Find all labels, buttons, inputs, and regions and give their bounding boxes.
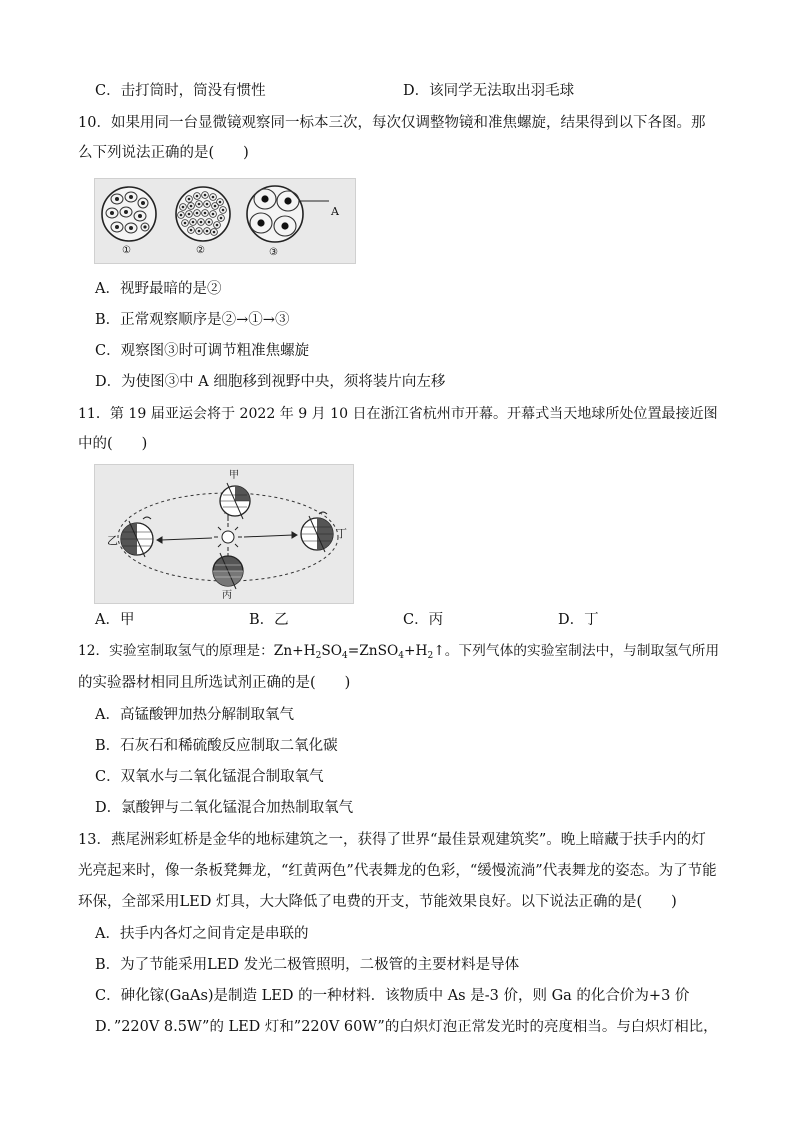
label-ding: 丁 [336,527,347,540]
q12-option-b: B．石灰石和稀硫酸反应制取二氧化碳 [95,738,338,754]
q13-stem-line2: 光亮起来时，像一条板凳舞龙，“红黄两色”代表舞龙的色彩，“缓慢流淌”代表舞龙的姿态。为了节能 [78,863,717,879]
label-bing: 丙 [222,590,232,601]
q13-option-b: B．为了节能采用LED 发光二极管照明，二极管的主要材料是导体 [95,957,520,973]
q11-stem-line2: 中的( ) [78,436,148,452]
q10-option-c: C．观察图③时可调节粗准焦螺旋 [95,343,310,359]
earth-top [220,483,250,519]
earth-left [121,517,153,557]
q10-option-b: B．正常观察顺序是②→①→③ [95,312,290,328]
label-jia: 甲 [229,470,239,481]
q11-option-b: B．乙 [249,612,289,628]
label-view-1: ① [122,245,131,256]
q12-option-c: C．双氧水与二氧化锰混合制取氧气 [95,769,324,785]
q13-stem-line1: 13．燕尾洲彩虹桥是金华的地标建筑之一，获得了世界“最佳景观建筑奖”。晚上暗藏于扶手内的灯 [78,832,706,848]
label-yi: 乙 [107,534,118,547]
q13-option-a: A．扶手内各灯之间肯定是串联的 [95,926,309,942]
sun-icon [214,523,242,551]
q13-option-c: C．砷化镓(GaAs)是制造 LED 的一种材料．该物质中 As 是-3 价，则 Ga 的化合价为+3 价 [95,988,690,1004]
q10-option-d: D．为使图③中 A 细胞移到视野中央，须将装片向左移 [95,374,446,390]
earth-orbit-figure [94,464,354,604]
label-view-2: ② [196,245,205,256]
microscope-view-2 [176,187,230,241]
q12-option-d: D．氯酸钾与二氧化锰混合加热制取氧气 [95,800,354,816]
label-view-3: ③ [269,247,278,258]
q12-stem-line2: 的实验器材相同且所选试剂正确的是( ) [78,675,351,691]
q10-option-a: A．视野最暗的是② [95,281,222,297]
microscope-view-1 [102,187,156,241]
q13-option-d: D．”220V 8.5W”的 LED 灯和”220V 60W”的白炽灯泡正常发光时的亮度相当。与白炽灯相比， [95,1019,718,1035]
q11-option-c: C．丙 [403,612,444,628]
q11-stem-line1: 11．第 19 届亚运会将于 2022 年 9 月 10 日在浙江省杭州市开幕。开幕式当天地球所处位置最接近图 [78,406,718,422]
earth-bottom [213,553,243,589]
q9-option-c: C．击打筒时，筒没有惯性 [95,83,266,99]
q11-option-a: A．甲 [95,612,135,628]
q10-stem-line2: 么下列说法正确的是( ) [78,145,249,161]
q13-stem-line3: 环保，全部采用LED 灯具，大大降低了电费的开支，节能效果良好。以下说法正确的是( ) [78,894,677,910]
earth-right [301,512,333,552]
microscope-view-3 [247,186,329,242]
q9-option-d: D．该同学无法取出羽毛球 [403,83,575,99]
microscope-figure [94,178,356,264]
q12-stem-line1: 12．实验室制取氢气的原理是：$Zn+H_2SO_4=ZnSO_4+H_2↑$。下列气体的实验室制法中，与制取氢气所用 [78,643,720,661]
label-cell-a: A [331,205,339,218]
q12-option-a: A．高锰酸钾加热分解制取氧气 [95,707,294,723]
q10-stem-line1: 10．如果用同一台显微镜观察同一标本三次，每次仅调整物镜和准焦螺旋，结果得到以下各图。那 [78,115,706,131]
q11-option-d: D．丁 [558,612,599,628]
